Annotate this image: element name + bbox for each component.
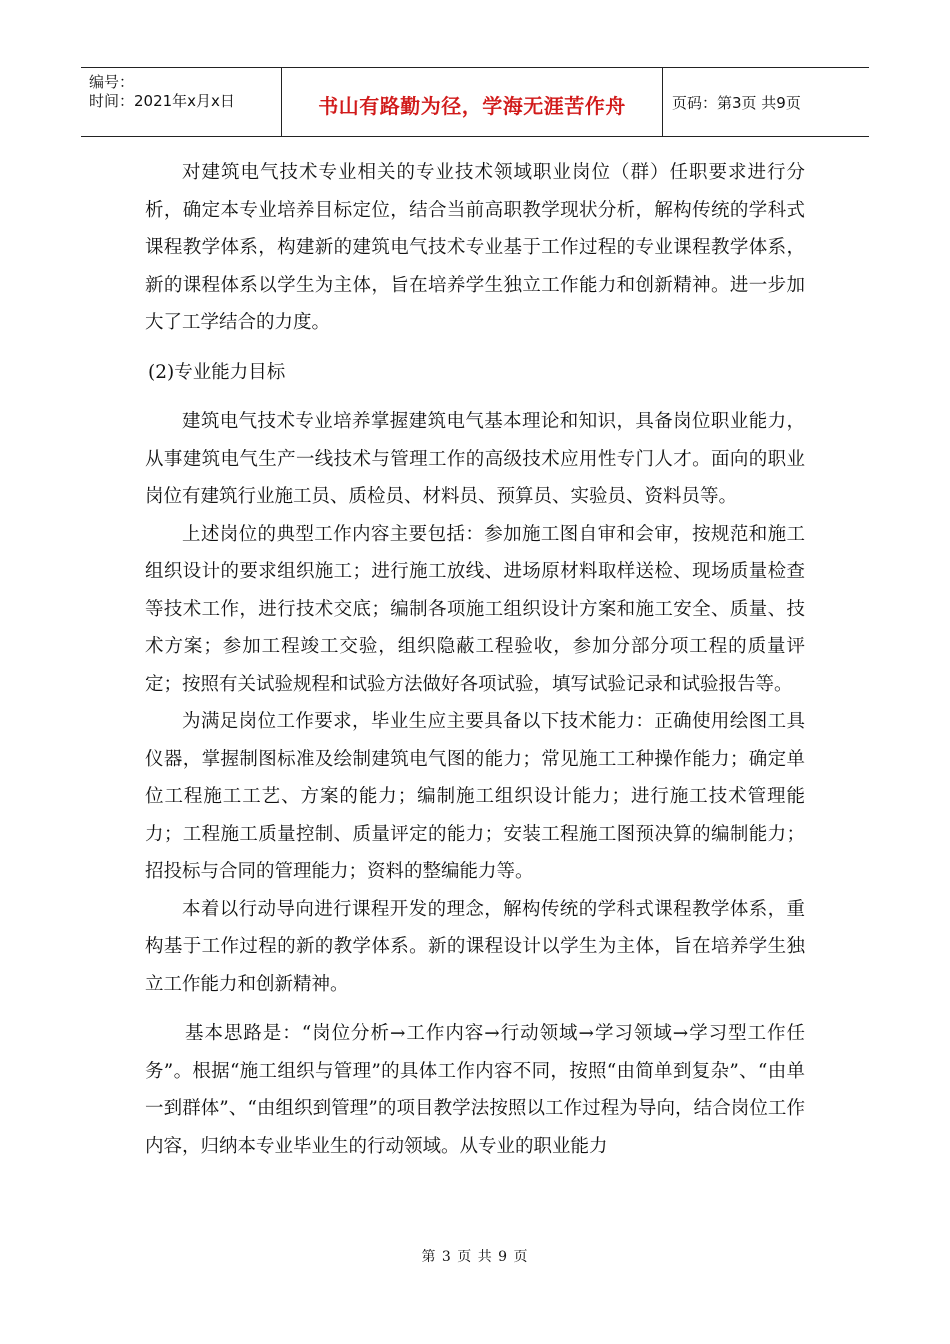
serial-number-label: 编号：	[89, 73, 135, 91]
motto-text: 书山有路勤为径，学海无涯苦作舟	[318, 94, 626, 118]
header-page-cell	[663, 68, 869, 136]
paragraph: 基本思路是：“岗位分析→工作内容→行动领域→学习领域→学习型工作任务”。根据“施工组织与管理”的具体工作内容不同，按照“由简单到复杂”、“由单一到群体”、“由组织到管理”的项目教学法按照以工作过程为导向，结合岗位工作内容，归纳本专业毕业生的行动领域。从专业的职业能力	[145, 1023, 805, 1157]
paragraph: 建筑电气技术专业培养掌握建筑电气基本理论和知识，具备岗位职业能力，从事建筑电气生产一线技术与管理工作的高级技术应用性专门人才。面向的职业岗位有建筑行业施工员、质检员、材料员、预算员、实验员、资料员等。	[145, 411, 805, 507]
paragraph: 本着以行动导向进行课程开发的理念，解构传统的学科式课程教学体系，重构基于工作过程的新的教学体系。新的课程设计以学生为主体，旨在培养学生独立工作能力和创新精神。	[145, 898, 805, 995]
header-meta-cell	[81, 68, 282, 136]
date-text: 时间：2021年x月x日	[89, 92, 235, 110]
page-footer: 第 3 页 共 9 页	[421, 1249, 529, 1265]
page-info: 页码：第3页 共9页	[672, 94, 801, 112]
paragraph: 为满足岗位工作要求，毕业生应主要具备以下技术能力：正确使用绘图工具仪器，掌握制图标准及绘制建筑电气图的能力；常见施工工种操作能力；确定单位工程施工工艺、方案的能力；编制施工组织设计能力；进行施工技术管理能力；工程施工质量控制、质量评定的能力；安装工程施工图预决算的编制能力；招投标与合同的管理能力；资料的整编能力等。	[145, 711, 805, 882]
document-body	[145, 154, 805, 1165]
paragraph: 上述岗位的典型工作内容主要包括：参加施工图自审和会审，按规范和施工组织设计的要求组织施工；进行施工放线、进场原材料取样送检、现场质量检查等技术工作，进行技术交底；编制各项施工组织设计方案和施工安全、质量、技术方案；参加工程竣工交验，组织隐蔽工程验收，参加分部分项工程的质量评定；按照有关试验规程和试验方法做好各项试验，填写试验记录和试验报告等。	[145, 523, 805, 695]
page-header	[81, 67, 869, 137]
paragraph: 对建筑电气技术专业相关的专业技术领域职业岗位（群）任职要求进行分析，确定本专业培养目标定位，结合当前高职教学现状分析，解构传统的学科式课程教学体系，构建新的建筑电气技术专业基于工作过程的专业课程教学体系，新的课程体系以学生为主体，旨在培养学生独立工作能力和创新精神。进一步加大了工学结合的力度。	[145, 162, 805, 333]
header-motto-cell	[282, 68, 663, 136]
section-heading: (2)专业能力目标	[148, 361, 286, 383]
